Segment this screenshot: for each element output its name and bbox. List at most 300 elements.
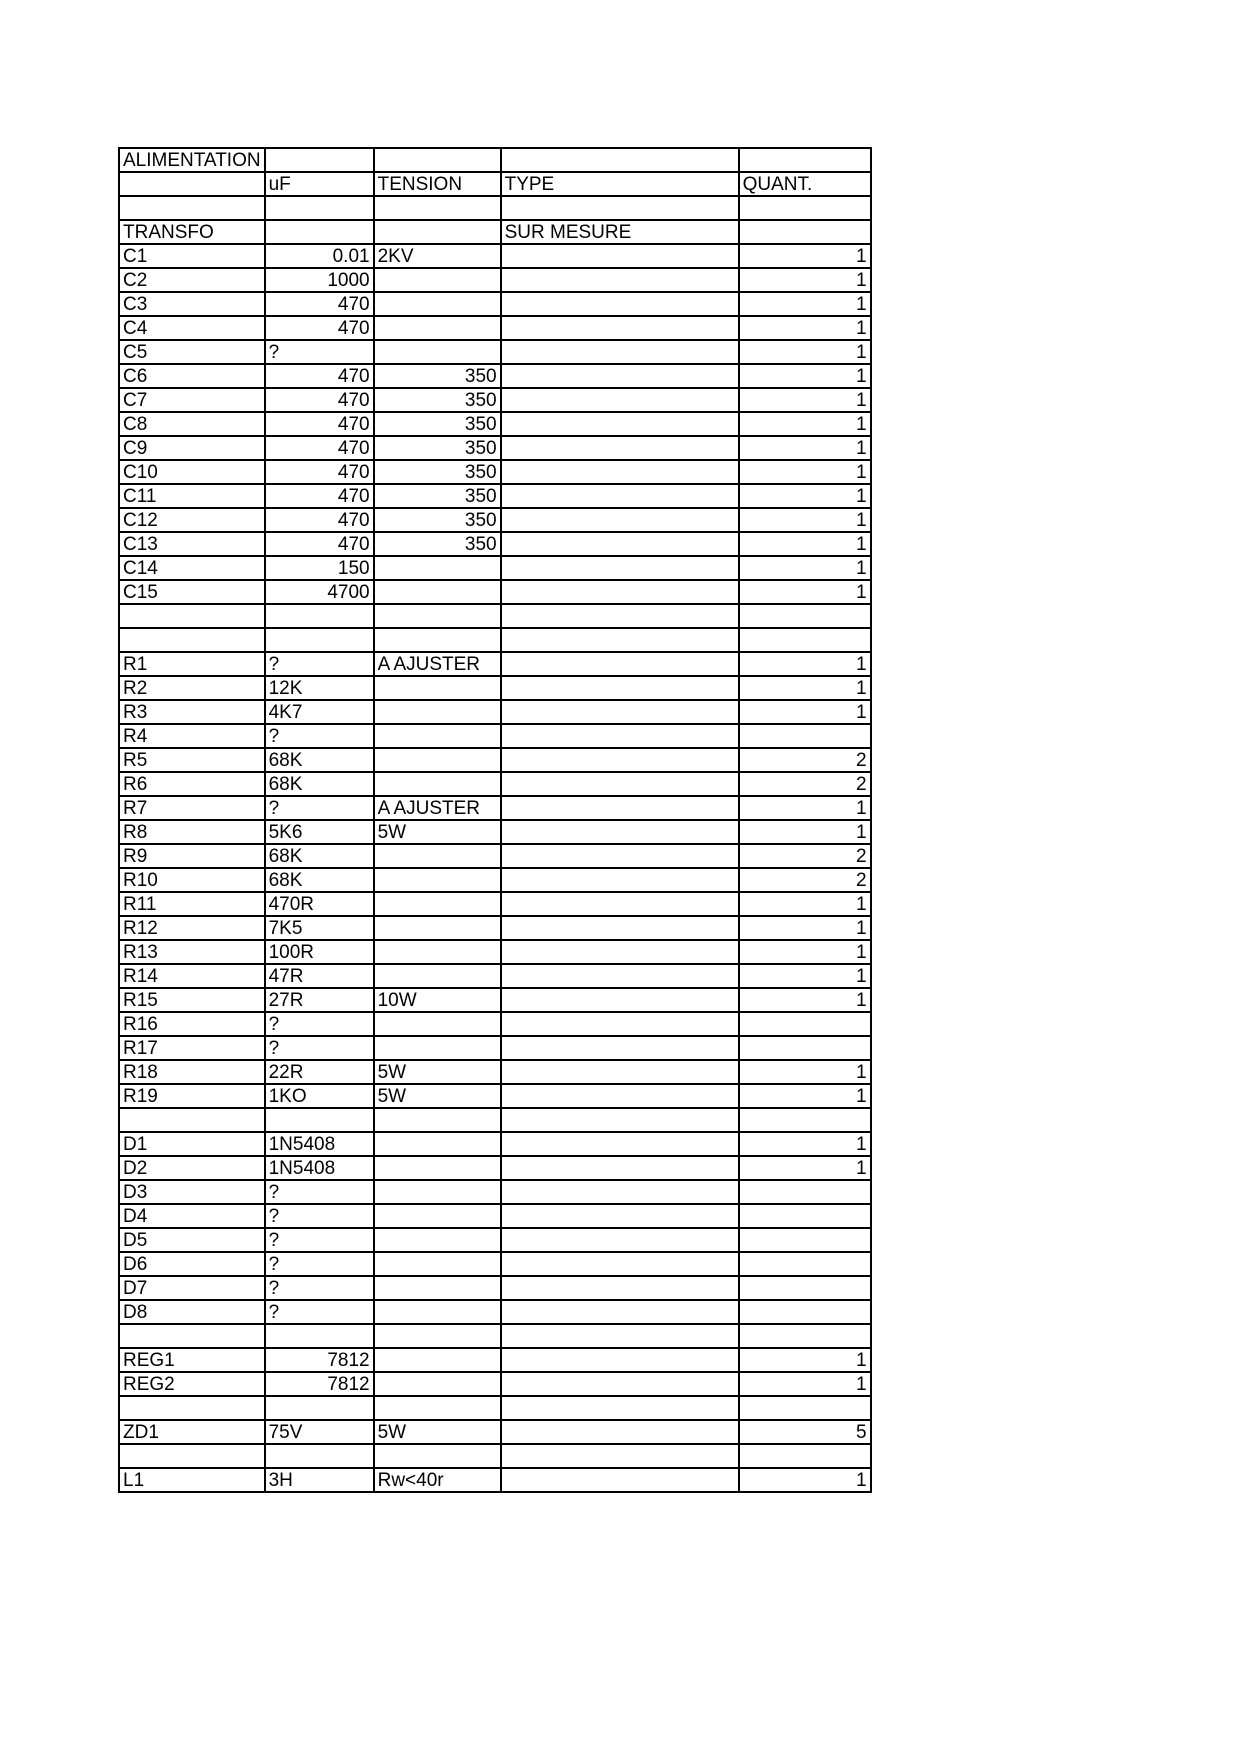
table-row bbox=[119, 196, 871, 220]
cell-value: 12K bbox=[265, 676, 374, 700]
cell-quant: 2 bbox=[739, 748, 871, 772]
table-row bbox=[119, 916, 871, 940]
cell-value: 3H bbox=[265, 1468, 374, 1492]
cell-tension bbox=[374, 892, 501, 916]
header-cell-type: TYPE bbox=[501, 172, 739, 196]
cell-ref: ZD1 bbox=[119, 1420, 265, 1444]
cell-quant bbox=[739, 1276, 871, 1300]
cell-value: 5K6 bbox=[265, 820, 374, 844]
cell-quant: 1 bbox=[739, 700, 871, 724]
cell-tension bbox=[374, 268, 501, 292]
cell-ref bbox=[119, 628, 265, 652]
empty-cell bbox=[374, 148, 501, 172]
cell-tension: 350 bbox=[374, 436, 501, 460]
cell-value: 1N5408 bbox=[265, 1156, 374, 1180]
table-row bbox=[119, 700, 871, 724]
cell-ref: C7 bbox=[119, 388, 265, 412]
table-row bbox=[119, 1444, 871, 1468]
cell-quant: 1 bbox=[739, 436, 871, 460]
cell-value: 470 bbox=[265, 316, 374, 340]
table-row bbox=[119, 508, 871, 532]
table-row bbox=[119, 1204, 871, 1228]
cell-type bbox=[501, 580, 739, 604]
cell-quant: 1 bbox=[739, 316, 871, 340]
cell-type bbox=[501, 1396, 739, 1420]
cell-ref: C14 bbox=[119, 556, 265, 580]
cell-quant: 1 bbox=[739, 796, 871, 820]
cell-type bbox=[501, 388, 739, 412]
cell-tension bbox=[374, 676, 501, 700]
cell-type bbox=[501, 436, 739, 460]
table-row bbox=[119, 1420, 871, 1444]
cell-value: ? bbox=[265, 1180, 374, 1204]
cell-tension bbox=[374, 1372, 501, 1396]
cell-type bbox=[501, 940, 739, 964]
title-row bbox=[119, 148, 871, 172]
cell-ref bbox=[119, 1108, 265, 1132]
header-cell-uf: uF bbox=[265, 172, 374, 196]
table-row bbox=[119, 1396, 871, 1420]
cell-quant bbox=[739, 1108, 871, 1132]
cell-type: SUR MESURE bbox=[501, 220, 739, 244]
cell-quant: 1 bbox=[739, 676, 871, 700]
cell-value: 470 bbox=[265, 364, 374, 388]
cell-ref: C12 bbox=[119, 508, 265, 532]
cell-value: 470 bbox=[265, 436, 374, 460]
cell-value: 100R bbox=[265, 940, 374, 964]
cell-quant: 1 bbox=[739, 916, 871, 940]
table-row bbox=[119, 388, 871, 412]
cell-ref: R9 bbox=[119, 844, 265, 868]
cell-ref: R10 bbox=[119, 868, 265, 892]
cell-value: 22R bbox=[265, 1060, 374, 1084]
cell-quant bbox=[739, 1396, 871, 1420]
cell-tension bbox=[374, 748, 501, 772]
cell-value: 4700 bbox=[265, 580, 374, 604]
cell-quant: 1 bbox=[739, 1348, 871, 1372]
cell-tension bbox=[374, 1276, 501, 1300]
cell-quant: 1 bbox=[739, 340, 871, 364]
cell-tension bbox=[374, 1156, 501, 1180]
table-row bbox=[119, 1108, 871, 1132]
table-row bbox=[119, 244, 871, 268]
cell-value: 470 bbox=[265, 412, 374, 436]
table-row bbox=[119, 724, 871, 748]
table-row bbox=[119, 1180, 871, 1204]
table-row bbox=[119, 1252, 871, 1276]
cell-quant: 1 bbox=[739, 412, 871, 436]
cell-value: 470 bbox=[265, 484, 374, 508]
table-row bbox=[119, 436, 871, 460]
table-row bbox=[119, 964, 871, 988]
cell-ref: R13 bbox=[119, 940, 265, 964]
cell-tension bbox=[374, 1012, 501, 1036]
cell-type bbox=[501, 484, 739, 508]
cell-ref: C4 bbox=[119, 316, 265, 340]
cell-type bbox=[501, 1108, 739, 1132]
table-row bbox=[119, 748, 871, 772]
cell-quant bbox=[739, 220, 871, 244]
cell-tension bbox=[374, 844, 501, 868]
cell-ref: D5 bbox=[119, 1228, 265, 1252]
cell-tension bbox=[374, 196, 501, 220]
cell-value bbox=[265, 1444, 374, 1468]
cell-value: ? bbox=[265, 1228, 374, 1252]
cell-tension bbox=[374, 1228, 501, 1252]
cell-value: 68K bbox=[265, 844, 374, 868]
table-row bbox=[119, 268, 871, 292]
cell-tension bbox=[374, 292, 501, 316]
table-row bbox=[119, 364, 871, 388]
cell-tension bbox=[374, 1036, 501, 1060]
cell-value: 1N5408 bbox=[265, 1132, 374, 1156]
cell-tension bbox=[374, 1444, 501, 1468]
cell-quant: 1 bbox=[739, 388, 871, 412]
table-row bbox=[119, 1372, 871, 1396]
cell-ref: C3 bbox=[119, 292, 265, 316]
table-row bbox=[119, 1324, 871, 1348]
cell-quant: 1 bbox=[739, 364, 871, 388]
cell-quant: 1 bbox=[739, 556, 871, 580]
cell-quant bbox=[739, 1444, 871, 1468]
cell-quant bbox=[739, 1180, 871, 1204]
cell-value: 470R bbox=[265, 892, 374, 916]
cell-tension bbox=[374, 940, 501, 964]
parts-list-body bbox=[119, 148, 871, 1492]
empty-cell bbox=[739, 148, 871, 172]
cell-tension: 350 bbox=[374, 508, 501, 532]
cell-value: ? bbox=[265, 340, 374, 364]
cell-ref: C2 bbox=[119, 268, 265, 292]
cell-value bbox=[265, 628, 374, 652]
cell-value: 47R bbox=[265, 964, 374, 988]
cell-type bbox=[501, 676, 739, 700]
table-row bbox=[119, 1228, 871, 1252]
cell-ref: R1 bbox=[119, 652, 265, 676]
cell-ref: C15 bbox=[119, 580, 265, 604]
cell-type bbox=[501, 1444, 739, 1468]
cell-quant: 1 bbox=[739, 460, 871, 484]
cell-value: 0.01 bbox=[265, 244, 374, 268]
cell-quant: 1 bbox=[739, 268, 871, 292]
table-row bbox=[119, 1036, 871, 1060]
cell-quant: 1 bbox=[739, 964, 871, 988]
cell-tension bbox=[374, 964, 501, 988]
cell-type bbox=[501, 1156, 739, 1180]
cell-ref: C1 bbox=[119, 244, 265, 268]
cell-type bbox=[501, 1300, 739, 1324]
cell-ref: D2 bbox=[119, 1156, 265, 1180]
table-row bbox=[119, 652, 871, 676]
cell-value: 68K bbox=[265, 748, 374, 772]
cell-value: ? bbox=[265, 652, 374, 676]
cell-ref bbox=[119, 1444, 265, 1468]
cell-type bbox=[501, 556, 739, 580]
cell-ref: L1 bbox=[119, 1468, 265, 1492]
header-cell-quant: QUANT. bbox=[739, 172, 871, 196]
cell-tension bbox=[374, 1348, 501, 1372]
cell-value bbox=[265, 1108, 374, 1132]
cell-ref: R11 bbox=[119, 892, 265, 916]
cell-quant: 1 bbox=[739, 1084, 871, 1108]
cell-tension: 5W bbox=[374, 820, 501, 844]
cell-type bbox=[501, 508, 739, 532]
cell-quant: 1 bbox=[739, 1060, 871, 1084]
cell-ref: R7 bbox=[119, 796, 265, 820]
cell-type bbox=[501, 988, 739, 1012]
cell-type bbox=[501, 1228, 739, 1252]
cell-tension: 2KV bbox=[374, 244, 501, 268]
cell-quant: 1 bbox=[739, 580, 871, 604]
cell-tension: 5W bbox=[374, 1420, 501, 1444]
cell-tension bbox=[374, 868, 501, 892]
cell-type bbox=[501, 844, 739, 868]
cell-ref: R3 bbox=[119, 700, 265, 724]
cell-ref: R8 bbox=[119, 820, 265, 844]
cell-quant bbox=[739, 196, 871, 220]
cell-type bbox=[501, 700, 739, 724]
cell-tension bbox=[374, 1252, 501, 1276]
cell-type bbox=[501, 532, 739, 556]
cell-type bbox=[501, 916, 739, 940]
cell-tension bbox=[374, 628, 501, 652]
cell-ref: C8 bbox=[119, 412, 265, 436]
cell-type bbox=[501, 868, 739, 892]
cell-quant: 1 bbox=[739, 940, 871, 964]
cell-quant: 1 bbox=[739, 1372, 871, 1396]
table-row bbox=[119, 484, 871, 508]
table-row bbox=[119, 676, 871, 700]
cell-value: 4K7 bbox=[265, 700, 374, 724]
cell-tension: 350 bbox=[374, 388, 501, 412]
cell-type bbox=[501, 748, 739, 772]
cell-tension: 10W bbox=[374, 988, 501, 1012]
cell-tension bbox=[374, 1204, 501, 1228]
cell-tension: 350 bbox=[374, 364, 501, 388]
cell-tension bbox=[374, 556, 501, 580]
cell-quant: 1 bbox=[739, 892, 871, 916]
cell-ref: R16 bbox=[119, 1012, 265, 1036]
cell-ref: C13 bbox=[119, 532, 265, 556]
cell-ref: D4 bbox=[119, 1204, 265, 1228]
cell-type bbox=[501, 604, 739, 628]
cell-ref: D3 bbox=[119, 1180, 265, 1204]
header-row bbox=[119, 172, 871, 196]
cell-tension bbox=[374, 1108, 501, 1132]
cell-type bbox=[501, 820, 739, 844]
cell-value: 150 bbox=[265, 556, 374, 580]
cell-value bbox=[265, 1396, 374, 1420]
cell-value: ? bbox=[265, 1012, 374, 1036]
cell-quant: 1 bbox=[739, 988, 871, 1012]
cell-value: 1000 bbox=[265, 268, 374, 292]
cell-quant bbox=[739, 724, 871, 748]
cell-quant: 2 bbox=[739, 772, 871, 796]
cell-ref: R6 bbox=[119, 772, 265, 796]
table-row bbox=[119, 1012, 871, 1036]
empty-cell bbox=[265, 148, 374, 172]
cell-quant bbox=[739, 1300, 871, 1324]
cell-tension bbox=[374, 580, 501, 604]
table-row bbox=[119, 1468, 871, 1492]
cell-type bbox=[501, 1468, 739, 1492]
cell-ref bbox=[119, 1396, 265, 1420]
cell-quant: 1 bbox=[739, 1468, 871, 1492]
cell-type bbox=[501, 340, 739, 364]
table-row bbox=[119, 892, 871, 916]
cell-value: 68K bbox=[265, 772, 374, 796]
cell-ref: D1 bbox=[119, 1132, 265, 1156]
cell-ref: D8 bbox=[119, 1300, 265, 1324]
cell-tension bbox=[374, 700, 501, 724]
cell-quant: 1 bbox=[739, 244, 871, 268]
cell-value: 1KO bbox=[265, 1084, 374, 1108]
cell-tension bbox=[374, 316, 501, 340]
cell-type bbox=[501, 268, 739, 292]
cell-value: 470 bbox=[265, 460, 374, 484]
cell-type bbox=[501, 964, 739, 988]
cell-type bbox=[501, 796, 739, 820]
cell-quant bbox=[739, 1204, 871, 1228]
table-row bbox=[119, 220, 871, 244]
cell-ref bbox=[119, 604, 265, 628]
table-row bbox=[119, 1060, 871, 1084]
cell-tension: 350 bbox=[374, 460, 501, 484]
cell-quant: 2 bbox=[739, 868, 871, 892]
cell-ref: R4 bbox=[119, 724, 265, 748]
table-row bbox=[119, 292, 871, 316]
table-row bbox=[119, 868, 871, 892]
cell-value: 470 bbox=[265, 388, 374, 412]
cell-quant: 1 bbox=[739, 1132, 871, 1156]
cell-type bbox=[501, 316, 739, 340]
cell-type bbox=[501, 652, 739, 676]
cell-type bbox=[501, 1036, 739, 1060]
cell-value: ? bbox=[265, 1204, 374, 1228]
cell-ref: D6 bbox=[119, 1252, 265, 1276]
cell-type bbox=[501, 244, 739, 268]
cell-quant: 5 bbox=[739, 1420, 871, 1444]
cell-value: 7812 bbox=[265, 1348, 374, 1372]
cell-type bbox=[501, 1060, 739, 1084]
cell-tension bbox=[374, 724, 501, 748]
cell-value: ? bbox=[265, 724, 374, 748]
title-cell: ALIMENTATION bbox=[119, 148, 265, 172]
cell-tension bbox=[374, 772, 501, 796]
cell-type bbox=[501, 628, 739, 652]
cell-value: 470 bbox=[265, 292, 374, 316]
cell-tension bbox=[374, 1180, 501, 1204]
cell-type bbox=[501, 292, 739, 316]
cell-value bbox=[265, 1324, 374, 1348]
cell-tension bbox=[374, 916, 501, 940]
table-row bbox=[119, 316, 871, 340]
table-row bbox=[119, 1156, 871, 1180]
cell-tension bbox=[374, 220, 501, 244]
cell-type bbox=[501, 724, 739, 748]
cell-type bbox=[501, 1012, 739, 1036]
table-row bbox=[119, 340, 871, 364]
cell-quant bbox=[739, 628, 871, 652]
cell-ref: REG1 bbox=[119, 1348, 265, 1372]
cell-quant: 1 bbox=[739, 532, 871, 556]
cell-ref bbox=[119, 196, 265, 220]
cell-value: 27R bbox=[265, 988, 374, 1012]
cell-ref: R18 bbox=[119, 1060, 265, 1084]
cell-quant bbox=[739, 604, 871, 628]
cell-quant: 1 bbox=[739, 820, 871, 844]
cell-quant: 1 bbox=[739, 652, 871, 676]
cell-ref: C6 bbox=[119, 364, 265, 388]
cell-ref: R2 bbox=[119, 676, 265, 700]
cell-ref: TRANSFO bbox=[119, 220, 265, 244]
cell-type bbox=[501, 412, 739, 436]
cell-ref: C9 bbox=[119, 436, 265, 460]
cell-tension: 5W bbox=[374, 1084, 501, 1108]
cell-ref bbox=[119, 1324, 265, 1348]
cell-tension bbox=[374, 340, 501, 364]
cell-value bbox=[265, 196, 374, 220]
cell-ref: C5 bbox=[119, 340, 265, 364]
table-row bbox=[119, 772, 871, 796]
cell-quant: 1 bbox=[739, 508, 871, 532]
table-row bbox=[119, 940, 871, 964]
table-row bbox=[119, 556, 871, 580]
cell-type bbox=[501, 1204, 739, 1228]
cell-quant bbox=[739, 1228, 871, 1252]
empty-cell bbox=[501, 148, 739, 172]
cell-quant: 1 bbox=[739, 1156, 871, 1180]
table-row bbox=[119, 1300, 871, 1324]
table-row bbox=[119, 988, 871, 1012]
cell-tension: A AJUSTER bbox=[374, 796, 501, 820]
cell-tension bbox=[374, 1300, 501, 1324]
table-row bbox=[119, 1084, 871, 1108]
cell-ref: R17 bbox=[119, 1036, 265, 1060]
cell-value: 7812 bbox=[265, 1372, 374, 1396]
table-row bbox=[119, 820, 871, 844]
cell-value: 75V bbox=[265, 1420, 374, 1444]
cell-ref: D7 bbox=[119, 1276, 265, 1300]
cell-type bbox=[501, 364, 739, 388]
header-cell-ref bbox=[119, 172, 265, 196]
cell-value: 470 bbox=[265, 508, 374, 532]
cell-type bbox=[501, 1252, 739, 1276]
cell-tension bbox=[374, 1396, 501, 1420]
cell-value: 470 bbox=[265, 532, 374, 556]
cell-type bbox=[501, 1372, 739, 1396]
cell-ref: C10 bbox=[119, 460, 265, 484]
cell-type bbox=[501, 1420, 739, 1444]
cell-ref: R19 bbox=[119, 1084, 265, 1108]
table-row bbox=[119, 412, 871, 436]
table-row bbox=[119, 628, 871, 652]
cell-type bbox=[501, 1348, 739, 1372]
cell-value bbox=[265, 220, 374, 244]
header-cell-tension: TENSION bbox=[374, 172, 501, 196]
cell-type bbox=[501, 460, 739, 484]
table-row bbox=[119, 604, 871, 628]
table-row bbox=[119, 796, 871, 820]
cell-ref: R15 bbox=[119, 988, 265, 1012]
cell-value: 68K bbox=[265, 868, 374, 892]
table-row bbox=[119, 460, 871, 484]
cell-quant: 2 bbox=[739, 844, 871, 868]
cell-type bbox=[501, 1180, 739, 1204]
cell-type bbox=[501, 1276, 739, 1300]
cell-value: ? bbox=[265, 1300, 374, 1324]
table-row bbox=[119, 1348, 871, 1372]
